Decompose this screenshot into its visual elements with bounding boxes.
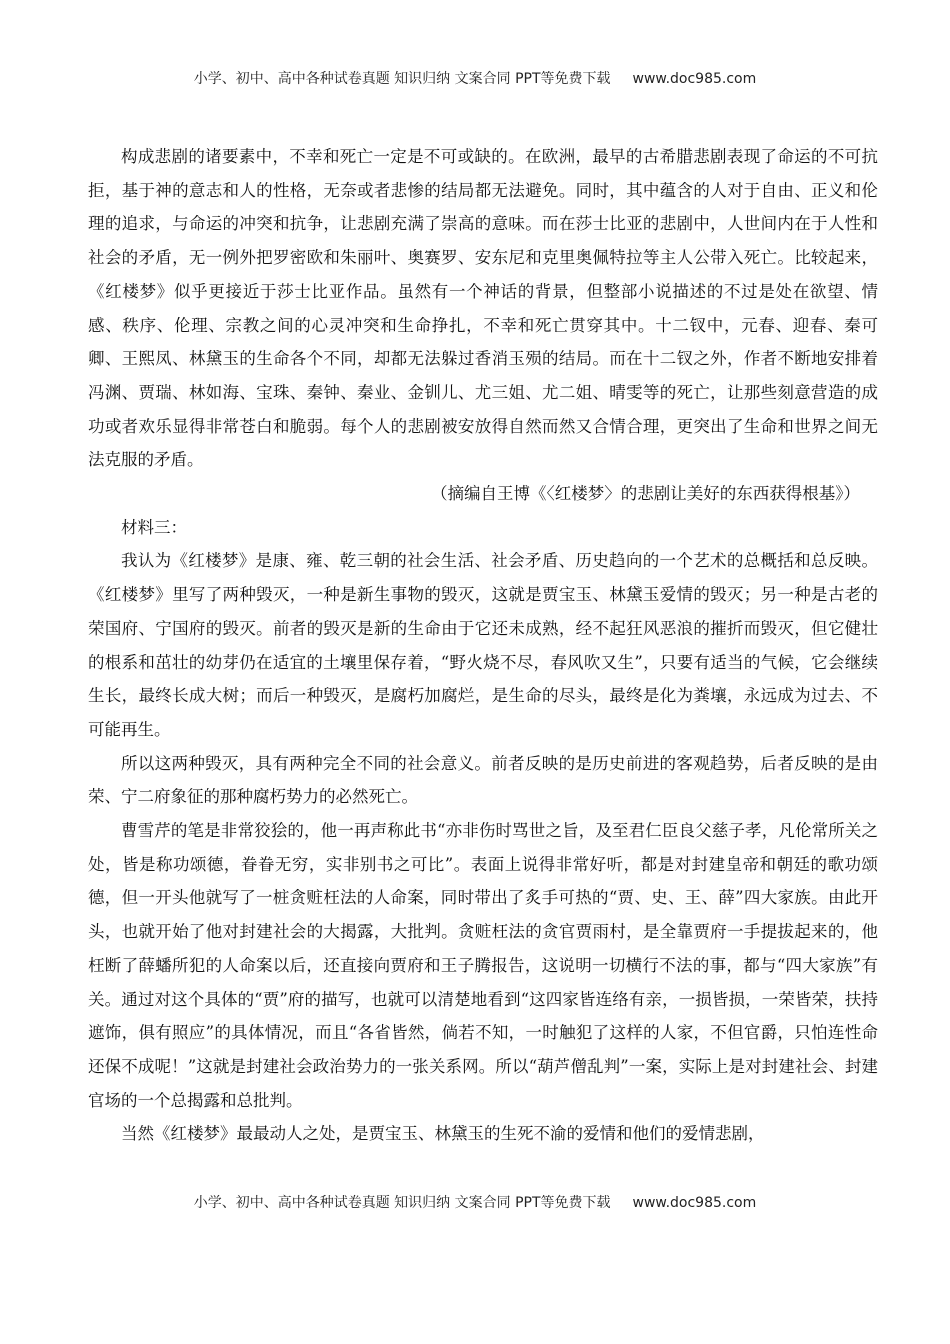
paragraph-love-tragedy: 当然《红楼梦》最最动人之处，是贾宝玉、林黛玉的生死不渝的爱情和他们的爱情悲剧， bbox=[121, 1124, 765, 1144]
header-site-link[interactable]: www.doc985.com bbox=[632, 71, 757, 87]
material-three-heading: 材料三： bbox=[121, 517, 187, 537]
header-text: 小学、初中、高中各种试卷真题 知识归纳 文案合同 PPT等免费下载 bbox=[193, 71, 611, 87]
page-footer bbox=[0, 1192, 950, 1212]
document-body bbox=[88, 140, 878, 1151]
source-citation: （摘编自王博《〈红楼梦〉的悲剧让美好的东西获得根基》） bbox=[431, 484, 860, 504]
paragraph-social-meaning: 所以这两种毁灭，具有两种完全不同的社会意义。前者反映的是历史前进的客观趋势，后者反映的是由荣、宁二府象征的那种腐朽势力的必然死亡。 bbox=[88, 753, 878, 807]
footer-site-link[interactable]: www.doc985.com bbox=[632, 1195, 757, 1211]
page-header bbox=[0, 68, 950, 88]
paragraph-tragedy-elements: 构成悲剧的诸要素中，不幸和死亡一定是不可或缺的。在欧洲，最早的古希腊悲剧表现了命运的不可抗拒，基于神的意志和人的性格，无奈或者悲惨的结局都无法避免。同时，其中蕴含的人对于自由、正义和伦理的追求，与命运的冲突和抗争，让悲剧充满了崇高的意味。而在莎士比亚的悲剧中，人世间内在于人性和社会的矛盾，无一例外把罗密欧和朱丽叶、奥赛罗、安东尼和克里奥佩特拉等主人公带入死亡。比较起来，《红楼梦》似乎更接近于莎士比亚作品。虽然有一个神话的背景，但整部小说描述的不过是处在欲望、情感、秩序、伦理、宗教之间的心灵冲突和生命挣扎，不幸和死亡贯穿其中。十二钗中，元春、迎春、秦可卿、王熙凤、林黛玉的生命各个不同，却都无法躲过香消玉殒的结局。而在十二钗之外，作者不断地安排着冯渊、贾瑞、林如海、宝珠、秦钟、秦业、金钏儿、尤三姐、尤二姐、晴雯等的死亡，让那些刻意营造的成功或者欢乐显得非常苍白和脆弱。每个人的悲剧被安放得自然而然又合情合理，更突出了生命和世界之间无法克服的矛盾。 bbox=[88, 147, 878, 470]
paragraph-two-destructions: 我认为《红楼梦》是康、雍、乾三朝的社会生活、社会矛盾、历史趋向的一个艺术的总概括和总反映。《红楼梦》里写了两种毁灭，一种是新生事物的毁灭，这就是贾宝玉、林黛玉爱情的毁灭；另一种是古老的荣国府、宁国府的毁灭。前者的毁灭是新的生命由于它还未成熟，经不起狂风恶浪的摧折而毁灭，但它健壮的根系和茁壮的幼芽仍在适宜的土壤里保存着，“野火烧不尽，春风吹又生”，只要有适当的气候，它会继续生长，最终长成大树；而后一种毁灭，是腐朽加腐烂，是生命的尽头，最终是化为粪壤，永远成为过去、不可能再生。 bbox=[88, 551, 878, 739]
paragraph-cao-xueqin: 曹雪芹的笔是非常狡狯的，他一再声称此书“亦非伤时骂世之旨，及至君仁臣良父慈子孝，凡伦常所关之处，皆是称功颂德，眷眷无穷，实非别书之可比”。表面上说得非常好听，都是对封建皇帝和朝廷的歌功颂德，但一开头他就写了一桩贪赃枉法的人命案，同时带出了炙手可热的“贾、史、王、薛”四大家族。由此开头，也就开始了他对封建社会的大揭露，大批判。贪赃枉法的贪官贾雨村，是全靠贾府一手提拔起来的，他枉断了薛蟠所犯的人命案以后，还直接向贾府和王子腾报告，这说明一切横行不法的事，都与“四大家族”有关。通过对这个具体的“贾”府的描写，也就可以清楚地看到“这四家皆连络有亲，一损皆损，一荣皆荣，扶持遮饰，俱有照应”的具体情况，而且“各省皆然，倘若不知，一时触犯了这样的人家，不但官爵，只怕连性命还保不成呢！”这就是封建社会政治势力的一张关系网。所以“葫芦僧乱判”一案，实际上是对封建社会、封建官场的一个总揭露和总批判。 bbox=[88, 821, 878, 1110]
footer-text: 小学、初中、高中各种试卷真题 知识归纳 文案合同 PPT等免费下载 bbox=[193, 1195, 611, 1211]
